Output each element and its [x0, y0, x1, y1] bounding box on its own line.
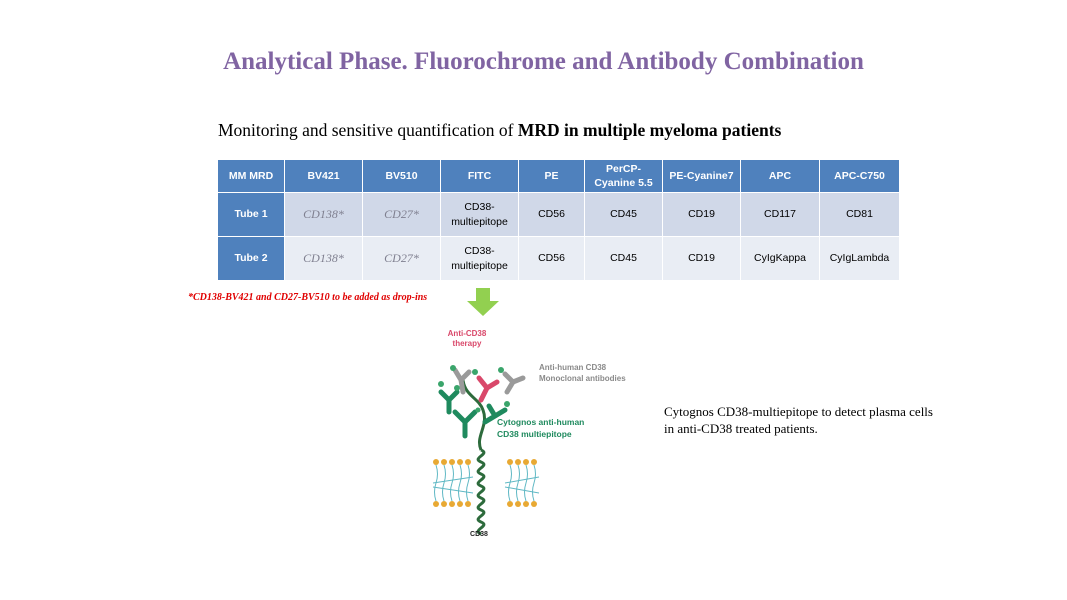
header-cell: PE: [519, 160, 585, 193]
fluorochrome-panel-table: [217, 159, 900, 281]
cytognos-label-line2: CD38 multiepitope: [497, 429, 572, 439]
therapy-label-line1: Anti-CD38: [447, 329, 487, 338]
header-cell: MM MRD: [218, 160, 285, 193]
table-cell: CD45: [585, 193, 663, 237]
header-cell: PE-Cyanine7: [663, 160, 741, 193]
row-label: Tube 2: [218, 237, 285, 281]
therapy-antibody-icon: [479, 378, 497, 400]
table-cell: CyIgKappa: [741, 237, 820, 281]
table-cell: CD117: [741, 193, 820, 237]
down-arrow-icon: [466, 288, 500, 316]
slide-title: Analytical Phase. Fluorochrome and Antibody Combination: [223, 48, 864, 75]
cd38-binding-diagram: [405, 322, 645, 542]
table-cell: CD19: [663, 237, 741, 281]
table-cell: CD27*: [363, 193, 441, 237]
header-cell: BV421: [285, 160, 363, 193]
header-cell: FITC: [441, 160, 519, 193]
header-cell: APC-C750: [820, 160, 900, 193]
mab-label-line2: Monoclonal antibodies: [539, 374, 626, 383]
cell-membrane: [433, 459, 539, 507]
mab-label-line1: Anti-human CD38: [539, 363, 607, 372]
table-cell: CyIgLambda: [820, 237, 900, 281]
row-label: Tube 1: [218, 193, 285, 237]
table-cell: CD138*: [285, 193, 363, 237]
header-cell: BV510: [363, 160, 441, 193]
cytognos-label-line1: Cytognos anti-human: [497, 417, 585, 427]
diagram-caption: Cytognos CD38-multiepitope to detect plasma cells in anti-CD38 treated patients.: [664, 404, 933, 436]
subtitle-emphasis: MRD in multiple myeloma patients: [517, 120, 782, 140]
table-cell: CD56: [519, 193, 585, 237]
drop-in-footnote: *CD138-BV421 and CD27-BV510 to be added as drop-ins: [188, 292, 428, 303]
header-cell: APC: [741, 160, 820, 193]
table-cell: CD27*: [363, 237, 441, 281]
therapy-label-line2: therapy: [452, 339, 482, 348]
table-cell: CD138*: [285, 237, 363, 281]
table-header-row: [218, 160, 900, 193]
table-cell: CD45: [585, 237, 663, 281]
table-row: [218, 237, 900, 281]
table-cell: CD81: [820, 193, 900, 237]
header-cell: PerCP-Cyanine 5.5: [585, 160, 663, 193]
table-cell: CD56: [519, 237, 585, 281]
table-cell: CD38-multiepitope: [441, 193, 519, 237]
table-row: [218, 193, 900, 237]
slide-subtitle: [218, 120, 781, 141]
table-cell: CD19: [663, 193, 741, 237]
cd38-receptor-label: CD38: [470, 531, 488, 538]
cd38-protein: [463, 380, 485, 534]
subtitle-prefix: Monitoring and sensitive quantification of: [218, 120, 518, 140]
table-cell: CD38-multiepitope: [441, 237, 519, 281]
